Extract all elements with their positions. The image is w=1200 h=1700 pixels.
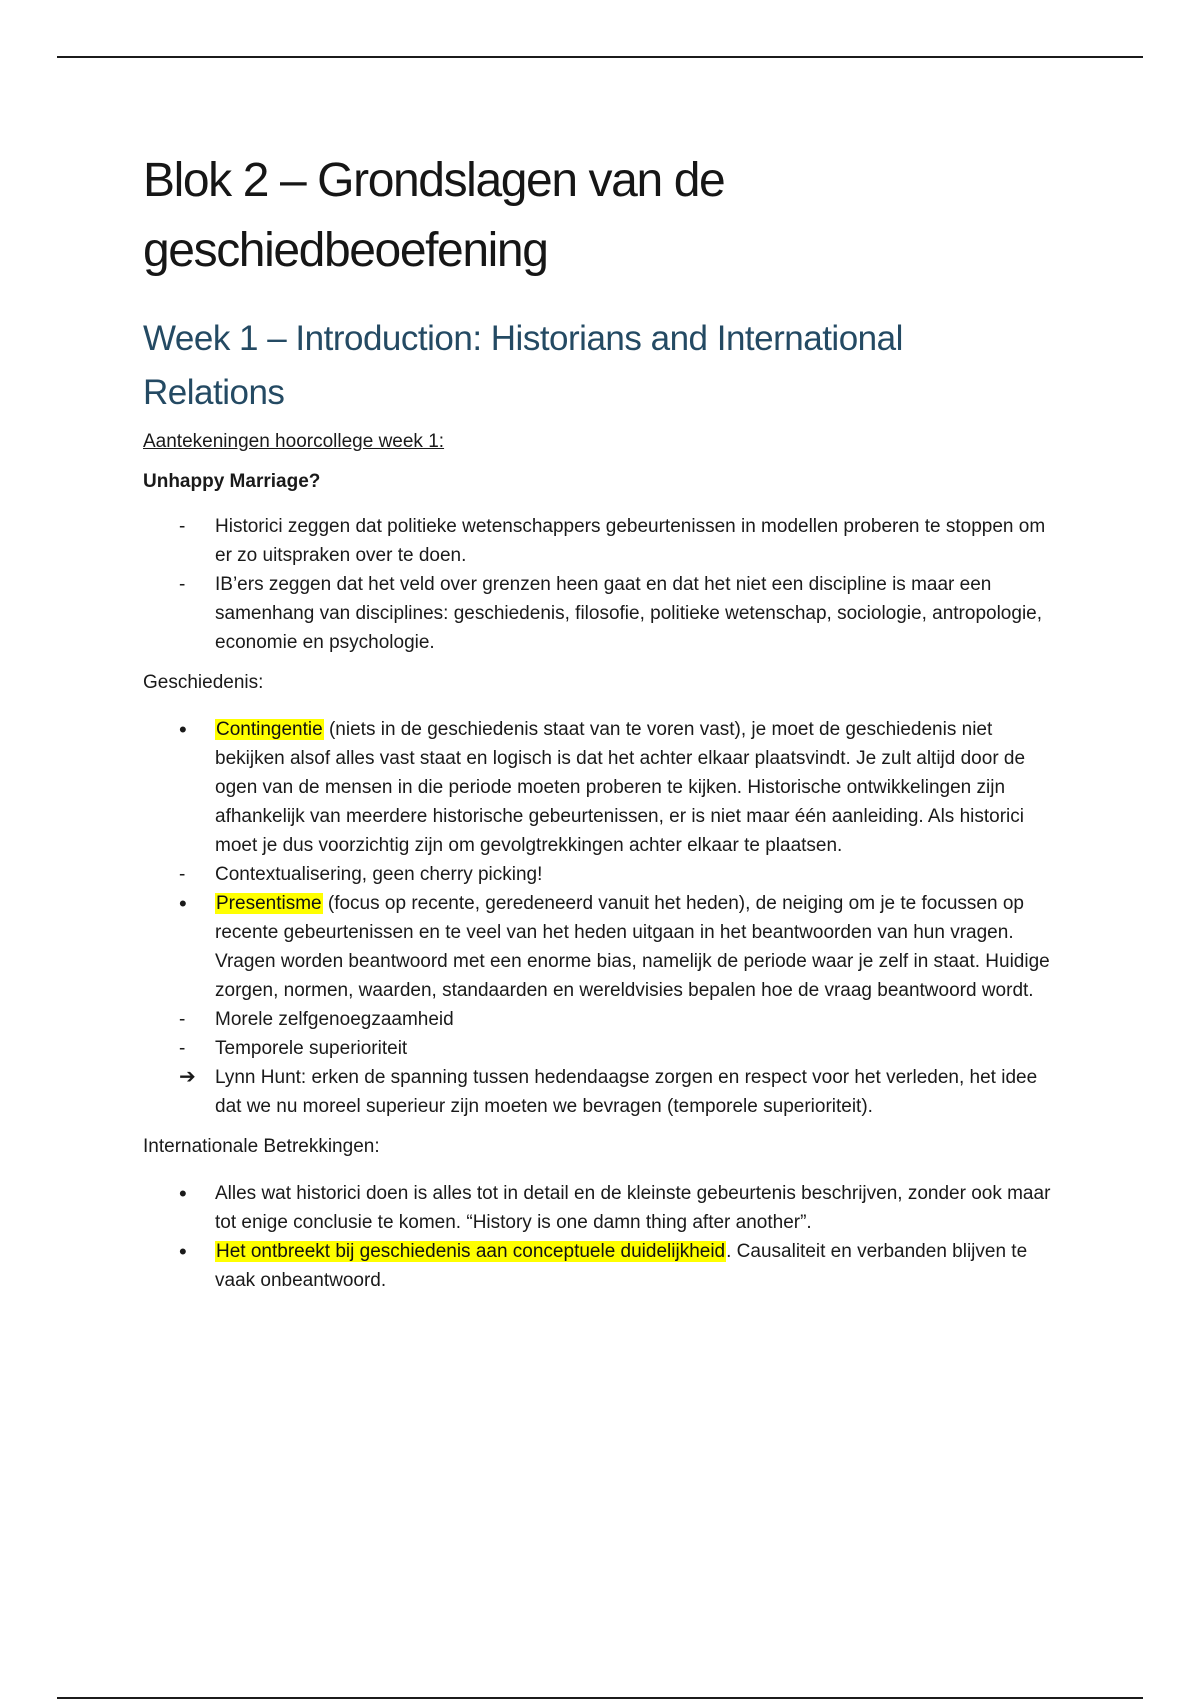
footer-rule [57, 1697, 1143, 1699]
ir-list [143, 1179, 1063, 1295]
dash-marker: - [179, 574, 186, 595]
bullet-marker: • [179, 1181, 187, 1206]
list-item-contingentie [143, 715, 1063, 860]
highlight-ontbreekt: Het ontbreekt bij geschiedenis aan conceptuele duidelijkheid [216, 1241, 726, 1262]
list-item-text: IB’ers zeggen dat het veld over grenzen heen gaat en dat het niet een discipline is maar een samenhang van disciplines: geschiedenis, filosofie, politieke wetenschap, sociologie, antropologie, economie en psychologie. [215, 574, 1043, 653]
list-item-morele [143, 1005, 1063, 1034]
list-item-text: (focus op recente, geredeneerd vanuit het heden), de neiging om je te focussen op recente gebeurtenissen en te veel van het heden uitgaan in het beantwoorden van hun vragen. Vragen worden beantwoord met een enorme bias, namelijk de periode waar je zelf in staat. Huidige zorgen, normen, waarden, standaarden en wereldvisies bepalen hoe de vraag beantwoord wordt. [215, 893, 1050, 1001]
dash-marker: - [179, 516, 186, 537]
notes-label: Aantekeningen hoorcollege week 1: [143, 431, 445, 452]
week-heading: Week 1 – Introduction: Historians and International Relations [143, 319, 903, 412]
list-item-text: Lynn Hunt: erken de spanning tussen hedendaagse zorgen en respect voor het verleden, het idee dat we nu moreel superieur zijn moeten we bevragen (temporele superioriteit). [215, 1067, 1038, 1117]
header-rule [57, 56, 1143, 58]
dash-marker: - [179, 1009, 186, 1030]
list-item-text: (niets in de geschiedenis staat van te voren vast), je moet de geschiedenis niet bekijken alsof alles vast staat en logisch is dat het achter elkaar plaatsvindt. Je zult altijd door de ogen van de mensen in die periode moeten proberen te kijken. Historische ontwikkelingen zijn afhankelijk van meerdere historische gebeurtenissen, er is niet maar één aanleiding. Als historici moet je dus voorzichtig zijn om gevolgtrekkingen achter elkaar te plaatsen. [215, 719, 1026, 856]
list-item-ontbreekt [143, 1237, 1063, 1295]
list-item-text: Historici zeggen dat politieke wetenschappers gebeurtenissen in modellen proberen te stoppen om er zo uitspraken over te doen. [215, 516, 1046, 566]
intro-list [143, 512, 1063, 657]
bullet-marker: • [179, 717, 187, 742]
document-body [143, 146, 1063, 1295]
bullet-marker: • [179, 891, 187, 916]
list-item-text: Morele zelfgenoegzaamheid [215, 1009, 454, 1030]
subheading: Unhappy Marriage? [143, 471, 321, 492]
highlight-contingentie: Contingentie [216, 719, 323, 740]
list-item-text: Contextualisering, geen cherry picking! [215, 864, 543, 885]
dash-marker: - [179, 1038, 186, 1059]
list-item-text: Alles wat historici doen is alles tot in detail en de kleinste gebeurtenis beschrijven, zonder ook maar tot enige conclusie te komen. “History is one damn thing after another”. [215, 1183, 1051, 1233]
dash-marker: - [179, 864, 186, 885]
bullet-marker: • [179, 1239, 187, 1264]
ir-label: Internationale Betrekkingen: [143, 1136, 380, 1157]
history-label: Geschiedenis: [143, 672, 264, 693]
list-item-text: . Causaliteit en verbanden blijven te vaak onbeantwoord. [215, 1241, 1028, 1291]
list-item-alles-wat [143, 1179, 1063, 1237]
list-item-text: Temporele superioriteit [215, 1038, 408, 1059]
arrow-right-icon: ➔ [179, 1066, 196, 1088]
list-item-temporele [143, 1034, 1063, 1063]
list-item-lynn-hunt [143, 1063, 1063, 1121]
list-item [143, 570, 1063, 657]
list-item [143, 512, 1063, 570]
list-item-presentisme [143, 889, 1063, 1005]
history-list [143, 715, 1063, 1121]
document-title: Blok 2 – Grondslagen van de geschiedbeoefening [143, 154, 725, 277]
list-item-contextualisering [143, 860, 1063, 889]
highlight-presentisme: Presentisme [216, 893, 322, 914]
